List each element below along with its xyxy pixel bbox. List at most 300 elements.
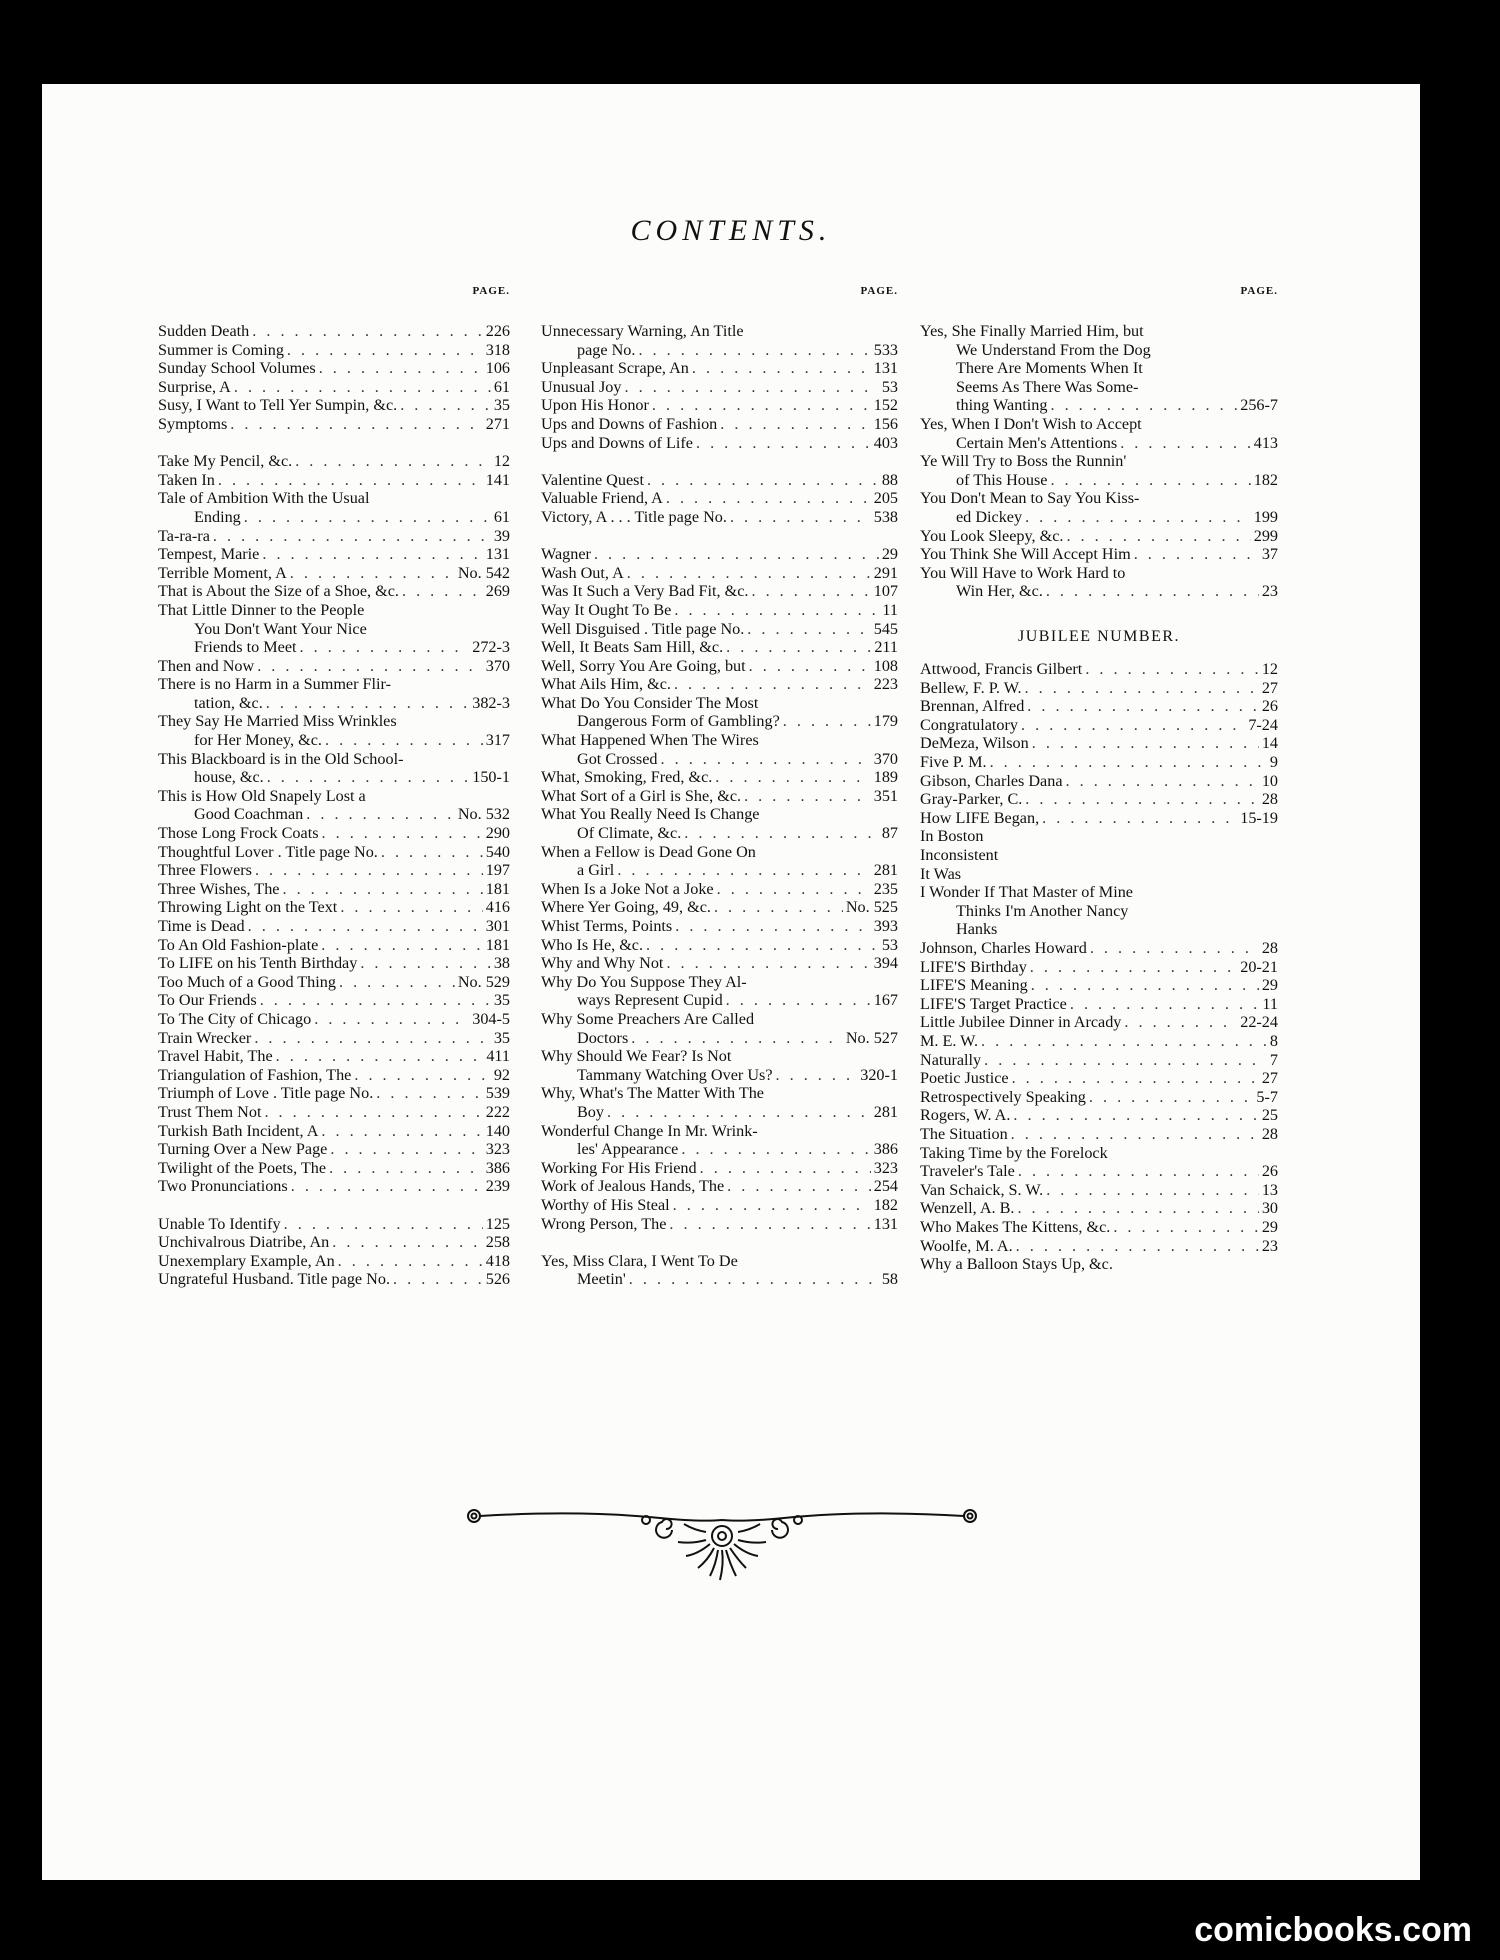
entry-title: Why a Balloon Stays Up, &c. — [920, 1255, 1113, 1274]
entry-title: Why Some Preachers Are Called — [541, 1009, 755, 1028]
entry-page-number: 394 — [873, 954, 898, 973]
entry-page-number: 9 — [1269, 753, 1278, 772]
entry-title: Unusual Joy — [541, 377, 622, 396]
entry-page-number: 28 — [1261, 790, 1278, 809]
dot-leader — [266, 694, 469, 713]
contents-entry — [158, 508, 510, 527]
jubilee-number-heading: JUBILEE NUMBER. — [1017, 627, 1181, 645]
entry-title: Take My Pencil, &c. — [158, 452, 293, 471]
entry-title: Yes, Miss Clara, I Went To De — [541, 1251, 738, 1270]
contents-entry — [541, 1140, 898, 1159]
entry-title: Poetic Justice — [920, 1069, 1009, 1088]
dot-leader — [322, 824, 483, 843]
entry-page-number: 320-1 — [860, 1065, 898, 1084]
dot-leader — [1120, 434, 1251, 453]
entry-page-number: 26 — [1261, 697, 1278, 716]
dot-leader — [314, 1010, 469, 1029]
dot-leader — [332, 1233, 482, 1252]
contents-entry — [158, 1047, 510, 1066]
contents-entry — [920, 452, 1278, 471]
contents-entry — [541, 434, 898, 453]
entry-page-number: 11 — [1262, 994, 1278, 1013]
entry-title: How LIFE Began, — [920, 808, 1040, 827]
entry-title: Twilight of the Poets, The — [158, 1158, 327, 1177]
dot-leader — [262, 545, 482, 564]
entry-page-number: 526 — [485, 1270, 510, 1289]
dot-leader — [1050, 471, 1250, 490]
dot-leader — [1124, 1013, 1237, 1032]
entry-title: Unpleasant Scrape, An — [541, 359, 689, 378]
entry-title: thing Wanting — [956, 396, 1048, 415]
dot-leader — [646, 936, 879, 955]
entry-title: Work of Jealous Hands, The — [541, 1177, 725, 1196]
contents-page — [42, 84, 1420, 1880]
contents-entry — [158, 582, 510, 601]
dot-leader — [696, 434, 871, 453]
contents-entry — [158, 620, 510, 639]
entry-title: Train Wrecker — [158, 1028, 252, 1047]
contents-entry — [920, 846, 1278, 865]
entry-page-number: 7 — [1269, 1050, 1278, 1069]
entry-page-number: 317 — [485, 731, 510, 750]
dot-leader — [674, 601, 879, 620]
entry-title: Why, What's The Matter With The — [541, 1084, 764, 1103]
contents-entry — [541, 675, 898, 694]
entry-title: Good Coachman — [194, 805, 304, 824]
contents-entry — [541, 396, 898, 415]
entry-title: Woolfe, M. A. — [920, 1236, 1013, 1255]
dot-leader — [1031, 976, 1259, 995]
contents-entry — [920, 545, 1278, 564]
entry-page-number: 35 — [493, 396, 510, 415]
contents-entry — [920, 508, 1278, 527]
entry-page-number: 30 — [1261, 1199, 1278, 1218]
contents-entry — [920, 1218, 1278, 1237]
contents-entry — [920, 341, 1278, 360]
entry-title: Valuable Friend, A — [541, 489, 663, 508]
entry-page-number: 53 — [881, 935, 898, 954]
entry-page-number: 370 — [873, 749, 898, 768]
contents-entry — [541, 991, 898, 1010]
contents-entry — [158, 694, 510, 713]
entry-title: What Do You Consider The Most — [541, 693, 759, 712]
dot-leader — [629, 1270, 879, 1289]
dot-leader — [1046, 1181, 1259, 1200]
contents-entry — [920, 734, 1278, 753]
entry-title: Ta-ra-ra — [158, 526, 210, 545]
entry-title: Three Flowers — [158, 861, 252, 880]
entry-title: Well, Sorry You Are Going, but — [541, 656, 746, 675]
entry-page-number: 35 — [493, 1028, 510, 1047]
entry-page-number: 11 — [882, 600, 898, 619]
contents-entry — [158, 1270, 510, 1289]
contents-entry — [541, 638, 898, 657]
dot-leader — [666, 489, 871, 508]
entry-page-number: 29 — [1261, 976, 1278, 995]
contents-entry — [158, 564, 510, 583]
entry-title: Wash Out, A — [541, 563, 624, 582]
entry-title: Retrospectively Speaking — [920, 1087, 1086, 1106]
contents-entry — [920, 1125, 1278, 1144]
contents-entry — [920, 753, 1278, 772]
contents-entry — [920, 902, 1278, 921]
contents-entry — [158, 805, 510, 824]
contents-entry — [158, 768, 510, 787]
entry-title: ways Represent Cupid — [577, 991, 723, 1010]
dot-leader — [717, 880, 871, 899]
contents-entry — [158, 322, 510, 341]
dot-leader — [749, 657, 871, 676]
dot-leader — [295, 452, 491, 471]
entry-page-number: 318 — [485, 340, 510, 359]
entry-page-number: 411 — [486, 1047, 510, 1066]
contents-entry — [158, 936, 510, 955]
contents-entry — [158, 601, 510, 620]
contents-entry — [158, 341, 510, 360]
dot-leader — [692, 359, 871, 378]
dot-leader — [675, 917, 870, 936]
entry-title: Unnecessary Warning, An Title — [541, 322, 744, 340]
contents-entry — [920, 1162, 1278, 1181]
dot-leader — [257, 657, 483, 676]
contents-entry — [541, 843, 898, 862]
entry-page-number: 38 — [493, 954, 510, 973]
contents-entry — [541, 1159, 898, 1178]
entry-title: Seems As There Was Some- — [956, 377, 1139, 396]
entry-title: Naturally — [920, 1050, 982, 1069]
entry-title: Then and Now — [158, 656, 255, 675]
contents-entry — [920, 865, 1278, 884]
entry-title: Taken In — [158, 470, 215, 489]
dot-leader — [652, 396, 871, 415]
dot-leader — [287, 341, 483, 360]
contents-entry — [541, 917, 898, 936]
entry-page-number: 10 — [1261, 771, 1278, 790]
contents-entry — [541, 861, 898, 880]
entry-title: To LIFE on his Tenth Birthday — [158, 954, 358, 973]
entry-title: Time is Dead — [158, 917, 245, 935]
entry-page-number: 25 — [1261, 1106, 1278, 1125]
entry-title: It Was — [920, 864, 962, 883]
contents-entry — [920, 660, 1278, 679]
contents-entry — [541, 936, 898, 955]
entry-title: Wenzell, A. B. — [920, 1199, 1015, 1218]
entry-page-number: 281 — [873, 1102, 898, 1121]
entry-title: Tempest, Marie — [158, 545, 260, 564]
entry-page-number: 131 — [873, 359, 898, 378]
contents-entry — [541, 582, 898, 601]
entry-page-number: 131 — [485, 545, 510, 564]
dot-leader — [1085, 660, 1259, 679]
entry-page-number: 150-1 — [472, 768, 510, 787]
dot-leader — [783, 712, 871, 731]
contents-entry — [541, 768, 898, 787]
entry-page-number: 386 — [873, 1140, 898, 1159]
entry-title: What, Smoking, Fred, &c. — [541, 768, 713, 787]
dot-leader — [282, 880, 482, 899]
entry-title: Brennan, Alfred — [920, 697, 1025, 716]
entry-title: What Sort of a Girl is She, &c. — [541, 786, 742, 805]
dot-leader — [1050, 396, 1237, 415]
entry-title: Tale of Ambition With the Usual — [158, 489, 370, 508]
entry-page-number: No. 527 — [845, 1028, 898, 1047]
entry-title: Susy, I Want to Tell Yer Sumpin, &c. — [158, 396, 398, 415]
contents-entry — [541, 712, 898, 731]
contents-entry — [541, 508, 898, 527]
entry-page-number: 7-24 — [1248, 715, 1278, 734]
dot-leader — [276, 1047, 484, 1066]
entry-title: LIFE'S Birthday — [920, 957, 1027, 976]
entry-page-number: 23 — [1261, 1236, 1278, 1255]
dot-leader — [669, 1215, 870, 1234]
entry-page-number: 140 — [485, 1121, 510, 1140]
entry-title: Unchivalrous Diatribe, An — [158, 1233, 330, 1252]
contents-entry — [158, 1029, 510, 1048]
entry-page-number: 22-24 — [1240, 1013, 1278, 1032]
contents-entry — [541, 1270, 898, 1289]
entry-title: Dangerous Form of Gambling? — [577, 712, 780, 731]
dot-leader — [1066, 527, 1250, 546]
entry-title: Sunday School Volumes — [158, 359, 316, 378]
entry-title: Triangulation of Fashion, The — [158, 1065, 352, 1084]
contents-entry — [920, 564, 1278, 583]
contents-entry — [158, 471, 510, 490]
contents-entry — [541, 750, 898, 769]
dot-leader — [1017, 1199, 1258, 1218]
entry-title: Valentine Quest — [541, 470, 644, 489]
contents-entry — [920, 582, 1278, 601]
contents-entry — [920, 995, 1278, 1014]
contents-entry — [541, 545, 898, 564]
dot-leader — [726, 991, 871, 1010]
contents-entry — [541, 954, 898, 973]
contents-entry — [920, 976, 1278, 995]
entry-page-number: 271 — [485, 414, 510, 433]
entry-title: Bellew, F. P. W. — [920, 678, 1022, 697]
entry-title: We Understand From the Dog — [956, 340, 1151, 359]
contents-entry — [158, 1159, 510, 1178]
entry-page-number: 211 — [874, 638, 898, 657]
entry-page-number: 37 — [1261, 545, 1278, 564]
contents-entry — [920, 1237, 1278, 1256]
entry-title: Symptoms — [158, 414, 228, 433]
dot-leader — [684, 824, 879, 843]
contents-entry — [920, 1013, 1278, 1032]
entry-title: This Blackboard is in the Old School- — [158, 749, 404, 768]
entry-page-number: No. 529 — [457, 972, 510, 991]
entry-title: Yes, When I Don't Wish to Accept — [920, 414, 1142, 433]
entry-page-number: 269 — [485, 582, 510, 601]
entry-title: Why Do You Suppose They Al- — [541, 972, 747, 991]
contents-entry — [158, 898, 510, 917]
dot-leader — [248, 917, 483, 936]
dot-leader — [254, 1029, 491, 1048]
entry-title: Inconsistent — [920, 846, 999, 865]
contents-entry — [541, 973, 898, 992]
entry-title: When a Fellow is Dead Gone On — [541, 842, 756, 861]
entry-page-number: 53 — [881, 377, 898, 396]
contents-entry — [158, 452, 510, 471]
entry-page-number: 8 — [1269, 1031, 1278, 1050]
entry-title: LIFE'S Target Practice — [920, 994, 1067, 1013]
contents-entry — [541, 1122, 898, 1141]
dot-leader — [776, 1066, 858, 1085]
dot-leader — [330, 1140, 482, 1159]
dot-leader — [1113, 1218, 1258, 1237]
entry-page-number: 370 — [485, 656, 510, 675]
site-watermark: comicbooks.com — [1194, 1911, 1472, 1949]
entry-title: Ungrateful Husband. Title page No. — [158, 1270, 390, 1289]
entry-page-number: 256-7 — [1240, 396, 1278, 415]
contents-entry — [541, 1103, 898, 1122]
dot-leader — [720, 415, 870, 434]
entry-title: tation, &c. — [194, 693, 263, 712]
entry-page-number: 61 — [493, 377, 510, 396]
entry-page-number: No. 525 — [845, 898, 898, 917]
contents-entry — [920, 1051, 1278, 1070]
contents-entry — [541, 898, 898, 917]
entry-page-number: 179 — [873, 712, 898, 731]
entry-title: Congratulatory — [920, 715, 1019, 734]
entry-title: To Our Friends — [158, 991, 257, 1010]
entry-title: Little Jubilee Dinner in Arcady — [920, 1013, 1122, 1032]
page-column-label: PAGE. — [860, 285, 898, 297]
entry-page-number: 254 — [873, 1177, 898, 1196]
contents-entry — [541, 322, 898, 341]
dot-leader — [1025, 679, 1259, 698]
contents-entry — [920, 1199, 1278, 1218]
dot-leader — [340, 898, 482, 917]
entry-page-number: 539 — [485, 1084, 510, 1103]
entry-page-number: 272-3 — [472, 638, 510, 657]
contents-entry — [541, 1252, 898, 1271]
dot-leader — [319, 359, 483, 378]
entry-title: Ups and Downs of Life — [541, 433, 693, 452]
contents-entry — [158, 415, 510, 434]
entry-title: Working For His Friend — [541, 1158, 697, 1177]
entry-title: of This House — [956, 470, 1048, 489]
dot-leader — [400, 396, 491, 415]
contents-entry — [920, 434, 1278, 453]
contents-entry — [541, 787, 898, 806]
contents-entry — [158, 545, 510, 564]
entry-page-number: 12 — [493, 452, 510, 471]
entry-title: Gibson, Charles Dana — [920, 771, 1063, 790]
entry-title: Unexemplary Example, An — [158, 1251, 335, 1270]
entry-page-number: 182 — [873, 1195, 898, 1214]
entry-page-number: 182 — [1253, 470, 1278, 489]
dot-leader — [1046, 582, 1259, 601]
contents-entry — [158, 991, 510, 1010]
entry-title: Wonderful Change In Mr. Wrink- — [541, 1121, 758, 1140]
entry-page-number: 141 — [485, 470, 510, 489]
contents-entry — [158, 954, 510, 973]
entry-page-number: 258 — [485, 1233, 510, 1252]
entry-title: You Don't Mean to Say You Kiss- — [920, 489, 1140, 508]
dot-leader — [264, 1103, 482, 1122]
entry-title: house, &c. — [194, 768, 264, 787]
entry-page-number: 27 — [1261, 1069, 1278, 1088]
entry-title: page No. — [577, 340, 636, 359]
contents-entry — [920, 359, 1278, 378]
entry-page-number: 222 — [485, 1102, 510, 1121]
dot-leader — [1030, 958, 1237, 977]
entry-title: What Happened When The Wires — [541, 731, 759, 750]
entry-page-number: 15-19 — [1240, 808, 1278, 827]
contents-entry — [920, 322, 1278, 341]
entry-page-number: 386 — [485, 1158, 510, 1177]
contents-entry — [920, 1106, 1278, 1125]
entry-page-number: 382-3 — [472, 693, 510, 712]
dot-leader — [354, 1066, 490, 1085]
dot-leader — [244, 508, 491, 527]
entry-title: Unable To Identify — [158, 1214, 281, 1233]
contents-entry — [158, 359, 510, 378]
contents-entry — [158, 1233, 510, 1252]
dot-leader — [984, 1051, 1267, 1070]
contents-entry — [920, 920, 1278, 939]
entry-title: ed Dickey — [956, 507, 1023, 526]
entry-title: There is no Harm in a Summer Flir- — [158, 675, 391, 694]
dot-leader — [638, 341, 870, 360]
entry-page-number: 28 — [1261, 1124, 1278, 1143]
entry-page-number: 28 — [1261, 939, 1278, 957]
entry-page-number: No. 542 — [457, 563, 510, 582]
dot-leader — [321, 936, 482, 955]
entry-title: Who Is He, &c. — [541, 935, 644, 954]
dot-leader — [376, 1084, 482, 1103]
dot-leader — [290, 564, 455, 583]
entry-page-number: 301 — [485, 917, 510, 935]
entry-page-number: 197 — [485, 861, 510, 880]
entry-page-number: 323 — [485, 1140, 510, 1159]
contents-entry — [541, 341, 898, 360]
entry-title: You Think She Will Accept Him — [920, 545, 1131, 564]
dot-leader — [321, 1122, 482, 1141]
contents-entry — [920, 1181, 1278, 1200]
entry-page-number: 290 — [485, 824, 510, 843]
entry-title: Worthy of His Steal — [541, 1195, 670, 1214]
contents-entry — [920, 1144, 1278, 1163]
entry-page-number: 291 — [873, 563, 898, 582]
entry-page-number: 88 — [881, 470, 898, 489]
contents-entry — [158, 1252, 510, 1271]
contents-entry — [158, 843, 510, 862]
entry-title: Turkish Bath Incident, A — [158, 1121, 319, 1140]
contents-entry — [541, 359, 898, 378]
contents-entry — [541, 601, 898, 620]
entry-page-number: 23 — [1261, 582, 1278, 601]
contents-entry — [158, 675, 510, 694]
contents-entry — [541, 564, 898, 583]
entry-page-number: 125 — [485, 1214, 510, 1233]
entry-title: Upon His Honor — [541, 396, 649, 415]
contents-entry — [920, 489, 1278, 508]
dot-leader — [751, 582, 870, 601]
dot-leader — [617, 861, 870, 880]
entry-title: Five P. M. — [920, 753, 987, 772]
entry-page-number: 533 — [873, 340, 898, 359]
page-column-label: PAGE. — [1240, 285, 1278, 297]
entry-title: Rogers, W. A. — [920, 1106, 1011, 1125]
entry-title: Friends to Meet — [194, 638, 297, 657]
entry-title: Was It Such a Very Bad Fit, &c. — [541, 582, 749, 601]
dot-leader — [726, 638, 871, 657]
entry-page-number: 540 — [485, 842, 510, 861]
contents-entry — [541, 1047, 898, 1066]
contents-entry — [920, 1255, 1278, 1274]
entry-page-number: 26 — [1261, 1162, 1278, 1181]
